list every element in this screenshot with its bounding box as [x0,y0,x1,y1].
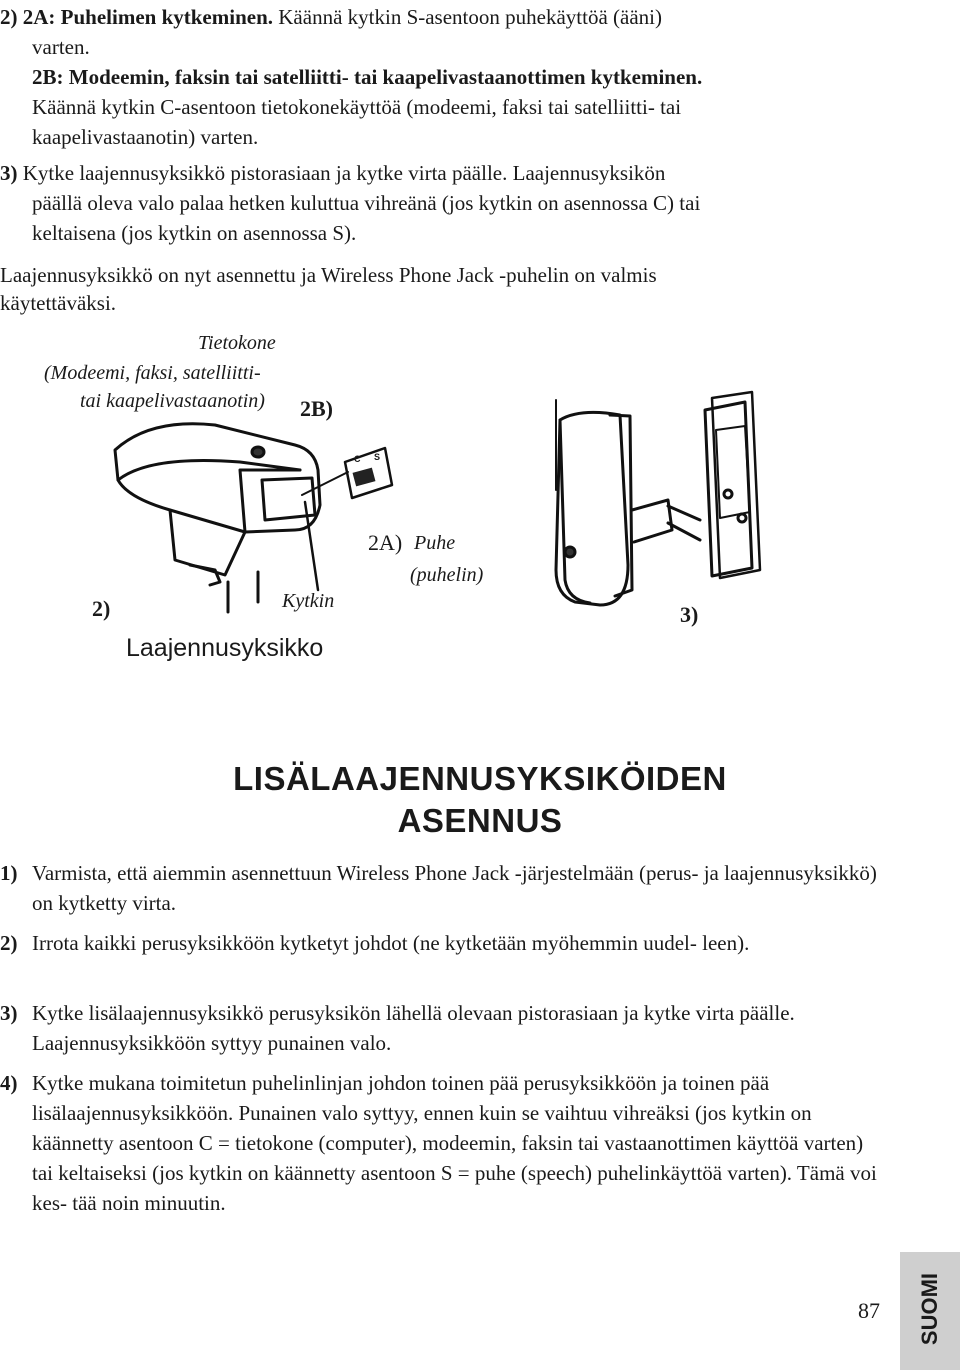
step-3-line2: päällä oleva valo palaa hetken kuluttua vihreänä (jos kytkin on asennossa C) tai [32,191,701,215]
step-2a-line2: varten. [32,35,90,59]
language-tab [900,1252,960,1370]
step-number: 3) [0,161,18,185]
list-item-number: 4) [0,1071,18,1095]
step-2b-title: 2B: Modeemin, faksin tai satelliitti- tai kaapelivastaanottimen kytkeminen. [32,65,703,89]
section-heading-line2: ASENNUS [397,802,563,839]
phone-unit-front [560,420,590,603]
step-2a-title: 2A: Puhelimen kytkeminen. [22,5,274,29]
section-heading-line1: LISÄLAAJENNUSYKSIKÖIDEN [233,760,727,797]
step-2b-line2: Käännä kytkin C-asentoon tietokonekäyttöä (modeemi, faksi tai satelliitti- tai [32,95,682,119]
list-item-number: 2) [0,931,18,955]
final-line1: Laajennusyksikkö on nyt asennettu ja Wireless Phone Jack -puhelin on valmis [0,263,657,287]
label-3: 3) [680,602,699,627]
page-number: 87 [858,1298,880,1323]
phone-plug-pin-top [668,506,700,520]
step-2a-line1 [0,2,662,32]
phone-unit-body [556,412,628,605]
list-item [0,998,880,1058]
label-laajennusyksikko: Laajennusyksikko [126,634,324,662]
step-3-text: Kytke laajennusyksikkö pistorasiaan ja kytke virta päälle. Laajennusyksikön [22,161,666,185]
label-tietokone-line3: tai kaapelivastaanotin) [80,390,265,412]
switch-toggle [353,468,376,487]
final-line2: käytettäväksi. [0,291,117,315]
list-item-text: Varmista, että aiemmin asennettuun Wireless Phone Jack -järjestelmään (perus- ja laajennusyksikkö) on kytketty virta. [32,861,877,915]
label-kytkin: Kytkin [282,590,335,612]
list-item-number: 3) [0,1001,18,1025]
socket-hole-bottom [738,514,746,522]
step-number: 2) [0,5,18,29]
step-2b-line3: kaapelivastaanotin) varten. [32,125,259,149]
phone-unit-light [565,547,575,557]
list-item-text: Kytke mukana toimitetun puhelinlinjan johdon toinen pää perusyksikköön ja toinen pää lisälaajennusyksikköön. Punainen valo syttyy, ennen kuin se vaihtuu vihreäksi (jos kytkin on käännetty asentoon C = tietokone (computer), modeemin, faksin tai vastaanottimen käyttöä varten) tai keltaiseksi (jos kytkin on käännetty asentoon S = puhe (speech) puhelinkäyttöä varten). Tämä voi kes- tää noin minuutin. [32,1071,877,1215]
label-puhelin: (puhelin) [410,564,484,586]
label-2a: 2A) [368,530,403,555]
label-tietokone: Tietokone [198,332,276,354]
step-3-line3: keltaisena (jos kytkin on asennossa S). [32,221,357,245]
label-tietokone-line2: (Modeemi, faksi, satelliitti- [44,362,261,384]
label-2: 2) [92,596,111,621]
switch-label-c: C [354,454,361,464]
phone-plug-pin-bottom [668,523,700,540]
list-item [0,928,880,958]
list-item-text: Irrota kaikki perusyksikköön kytketyt johdot (ne kytketään myöhemmin uudel- leen). [32,931,750,955]
label-2b: 2B) [300,396,333,421]
label-puhe: Puhe [414,532,456,554]
switch-label-s: S [374,452,381,462]
list-item [0,1068,880,1218]
wall-plate-inner [716,426,750,518]
language-tab-label: SUOMI [917,1272,942,1346]
step-2a-text: Käännä kytkin S-asentoon puhekäyttöä (ääni) [278,5,662,29]
installation-diagram [0,320,960,680]
list-item-number: 1) [0,861,18,885]
switch-leader [302,472,348,495]
indicator-light [252,447,264,457]
phone-unit-plug [632,500,672,542]
list-item-text: Kytke lisälaajennusyksikkö perusyksikön lähellä olevaan pistorasiaan ja kytke virta päälle. Laajennusyksikköön syttyy punainen valo. [32,1001,795,1055]
list-item [0,858,880,918]
step-3-line1 [0,158,665,188]
socket-hole-top [724,490,732,498]
extension-unit-plug [190,565,220,585]
